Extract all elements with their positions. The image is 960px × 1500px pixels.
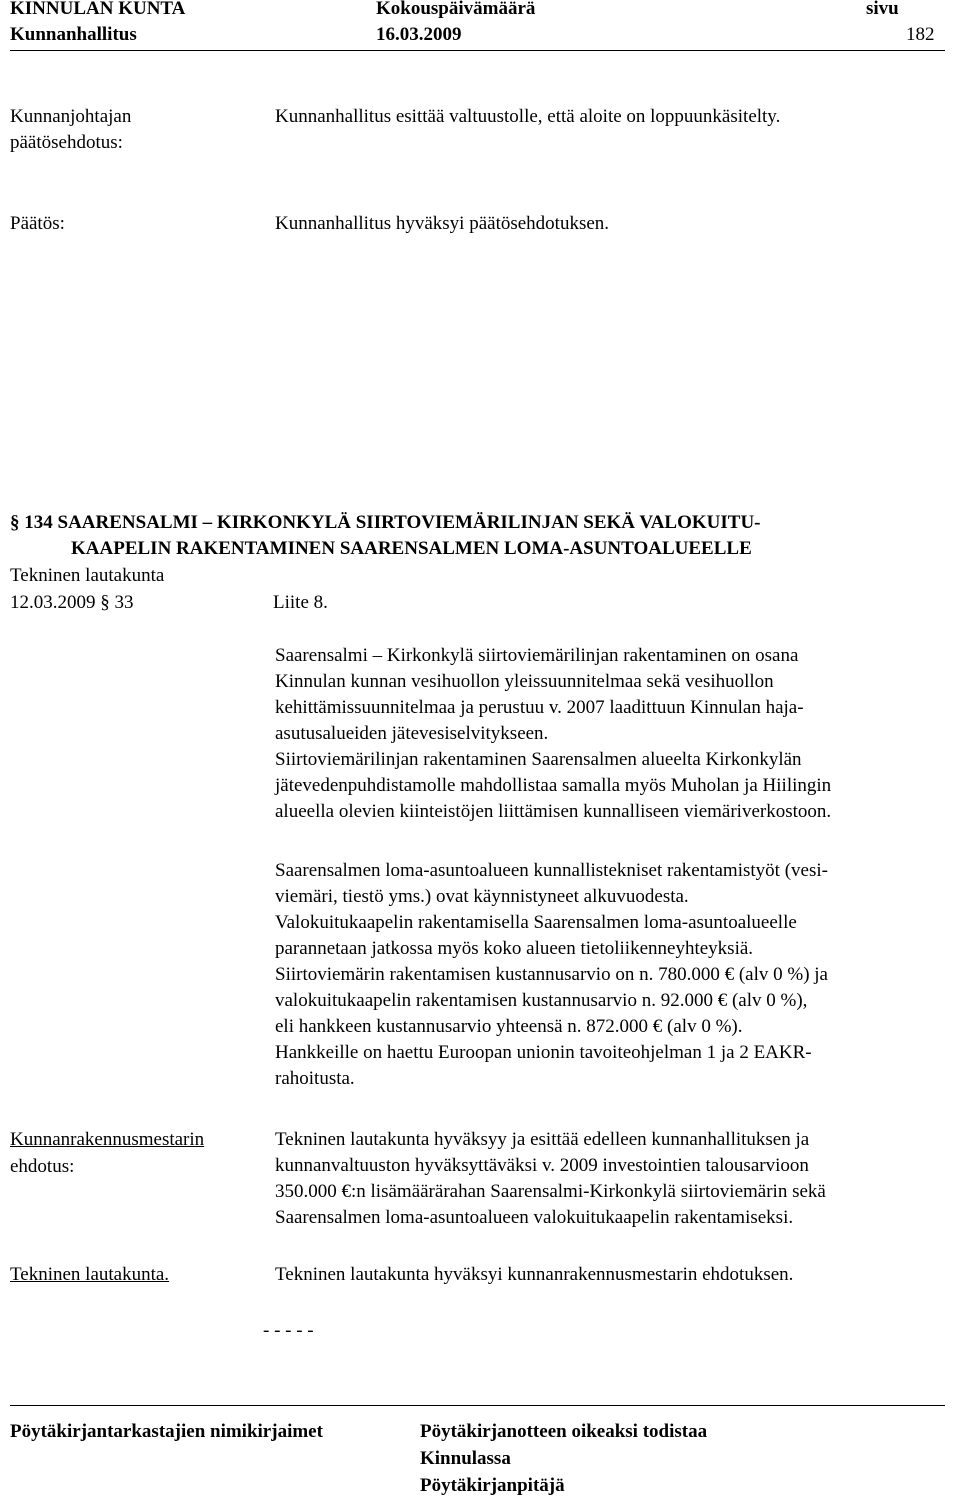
attachment-reference: Liite 8. [273, 592, 328, 613]
body-line: kehittämissuunnitelmaa ja perustuu v. 2007 laadittuun Kinnulan haja- [275, 697, 804, 718]
body-line: Hankkeille on haettu Euroopan unionin tavoiteohjelman 1 ja 2 EAKR- [275, 1042, 812, 1063]
header-page-number: 182 [906, 24, 935, 45]
footer-certify-label: Pöytäkirjanotteen oikeaksi todistaa [420, 1421, 708, 1442]
body-line: Valokuitukaapelin rakentamisella Saarensalmen loma-asuntoalueelle [275, 912, 797, 933]
body-line: Siirtoviemärilinjan rakentaminen Saarensalmen alueelta Kirkonkylän [275, 749, 802, 770]
builder-proposal-text [275, 1127, 960, 1231]
header-page-label: sivu [866, 0, 899, 19]
body-line: Saarensalmi – Kirkonkylä siirtoviemärilinjan rakentaminen on osana [275, 645, 799, 666]
header-rule [10, 50, 945, 51]
body-line: valokuitukaapelin rakentamisen kustannusarvio n. 92.000 € (alv 0 %), [275, 990, 808, 1011]
body-line: Siirtoviemärin rakentamisen kustannusarvio on n. 780.000 € (alv 0 %) ja [275, 964, 828, 985]
decision-text: Kunnanhallitus hyväksyi päätösehdotuksen. [275, 213, 610, 234]
proposal-label-line2: päätösehdotus: [10, 132, 123, 153]
header-body: Kunnanhallitus [10, 24, 137, 45]
footer-secretary-label: Pöytäkirjanpitäjä [420, 1475, 565, 1496]
builder-proposal-label-line1: Kunnanrakennusmestarin [10, 1129, 205, 1150]
proposal-text: Kunnanhallitus esittää valtuustolle, että aloite on loppuunkäsitelty. [275, 106, 781, 127]
header-org: KINNULAN KUNTA [10, 0, 186, 19]
body-paragraph-1 [275, 643, 960, 825]
section-title-line1: § 134 SAARENSALMI – KIRKONKYLÄ SIIRTOVIEMÄRILINJAN SEKÄ VALOKUITU- [10, 512, 761, 533]
body-line: viemäri, tiestö yms.) ovat käynnistyneet alkuvuodesta. [275, 886, 689, 907]
body-line: parannetaan jatkossa myös koko alueen tietoliikenneyhteyksiä. [275, 938, 754, 959]
proposal-label-line1: Kunnanjohtajan [10, 106, 132, 127]
committee-decision-label: Tekninen lautakunta. [10, 1264, 170, 1285]
body-line: asutusalueiden jätevesiselvitykseen. [275, 723, 549, 744]
committee-name: Tekninen lautakunta [10, 565, 165, 586]
section-title-line2: KAAPELIN RAKENTAMINEN SAARENSALMEN LOMA-ASUNTOALUEELLE [71, 538, 752, 559]
header-date: 16.03.2009 [376, 24, 462, 45]
body-paragraph-2 [275, 858, 960, 1092]
decision-label: Päätös: [10, 213, 65, 234]
footer-initials-label: Pöytäkirjantarkastajien nimikirjaimet [10, 1421, 323, 1442]
footer-rule [10, 1405, 945, 1406]
builder-proposal-label-line2: ehdotus: [10, 1156, 75, 1177]
body-line: Kinnulan kunnan vesihuollon yleissuunnitelmaa sekä vesihuollon [275, 671, 774, 692]
header-date-label: Kokouspäivämäärä [376, 0, 536, 19]
committee-decision-text: Tekninen lautakunta hyväksyi kunnanrakennusmestarin ehdotuksen. [275, 1264, 794, 1285]
committee-reference: 12.03.2009 § 33 [10, 592, 134, 613]
body-line: Saarensalmen loma-asuntoalueen kunnallistekniset rakentamistyöt (vesi- [275, 860, 828, 881]
body-line: alueella olevien kiinteistöjen liittämisen kunnalliseen viemäriverkostoon. [275, 801, 832, 822]
body-line: jätevedenpuhdistamolle mahdollistaa samalla myös Muholan ja Hiilingin [275, 775, 832, 796]
body-line: rahoitusta. [275, 1068, 355, 1089]
body-line: eli hankkeen kustannusarvio yhteensä n. 872.000 € (alv 0 %). [275, 1016, 743, 1037]
proposal-line: 350.000 €:n lisämäärärahan Saarensalmi-Kirkonkylä siirtoviemärin sekä [275, 1181, 826, 1202]
proposal-line: Tekninen lautakunta hyväksyy ja esittää edelleen kunnanhallituksen ja [275, 1129, 810, 1150]
proposal-line: Saarensalmen loma-asuntoalueen valokuitukaapelin rakentamiseksi. [275, 1207, 794, 1228]
footer-place: Kinnulassa [420, 1448, 511, 1469]
proposal-line: kunnanvaltuuston hyväksyttäväksi v. 2009 investointien talousarvioon [275, 1155, 809, 1176]
section-separator: - - - - - [263, 1320, 314, 1341]
